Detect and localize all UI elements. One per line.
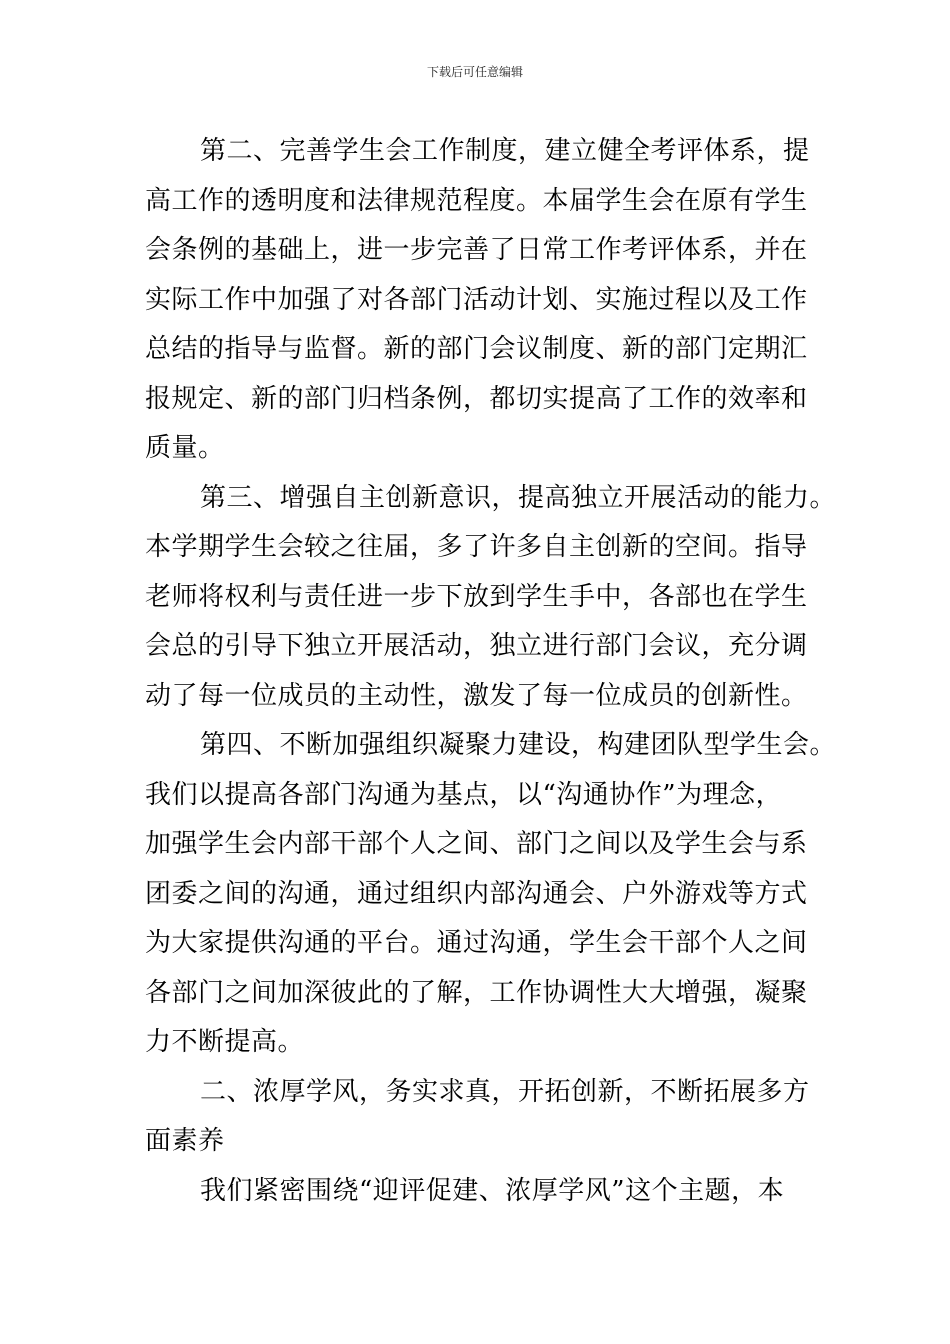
text-line: 本学期学生会较之往届，多了许多自主创新的空间。指导 [145, 532, 808, 562]
section-heading: 面素养 [145, 1126, 225, 1156]
document-body [145, 127, 837, 1216]
text-line: 我们紧密围绕“迎评促建、浓厚学风”这个主题，本 [200, 1175, 785, 1206]
text-line: 报规定、新的部门归档条例，都切实提高了工作的效率和 [145, 383, 808, 414]
text-line: 各部门之间加深彼此的了解，工作协调性大大增强，凝聚 [145, 977, 808, 1008]
text-line: 第三、增强自主创新意识，提高独立开展活动的能力。 [200, 482, 837, 513]
text-line: 力不断提高。 [145, 1027, 305, 1057]
text-line: 第二、完善学生会工作制度，建立健全考评体系，提 [200, 136, 810, 166]
text-line: 老师将权利与责任进一步下放到学生手中，各部也在学生 [145, 581, 808, 612]
text-line: 总结的指导与监督。新的部门会议制度、新的部门定期汇 [145, 334, 808, 364]
text-line: 我们以提高各部门沟通为基点，以“沟通协作”为理念， [145, 779, 783, 810]
text-line: 高工作的透明度和法律规范程度。本届学生会在原有学生 [145, 185, 808, 216]
text-line: 第四、不断加强组织凝聚力建设，构建团队型学生会。 [200, 730, 837, 760]
text-line: 会总的引导下独立开展活动，独立进行部门会议，充分调 [145, 631, 808, 661]
text-line: 动了每一位成员的主动性，激发了每一位成员的创新性。 [145, 680, 808, 711]
text-line: 为大家提供沟通的平台。通过沟通，学生会干部个人之间 [145, 928, 808, 958]
text-line: 质量。 [145, 433, 225, 463]
page-header: 下载后可任意编辑 [426, 65, 523, 79]
text-line: 实际工作中加强了对各部门活动计划、实施过程以及工作 [145, 284, 808, 315]
text-line: 会条例的基础上，进一步完善了日常工作考评体系，并在 [145, 235, 808, 265]
text-line: 加强学生会内部干部个人之间、部门之间以及学生会与系 [145, 829, 808, 859]
text-line: 团委之间的沟通，通过组织内部沟通会、户外游戏等方式 [145, 878, 808, 909]
section-heading: 二、浓厚学风，务实求真，开拓创新，不断拓展多方 [200, 1076, 810, 1107]
